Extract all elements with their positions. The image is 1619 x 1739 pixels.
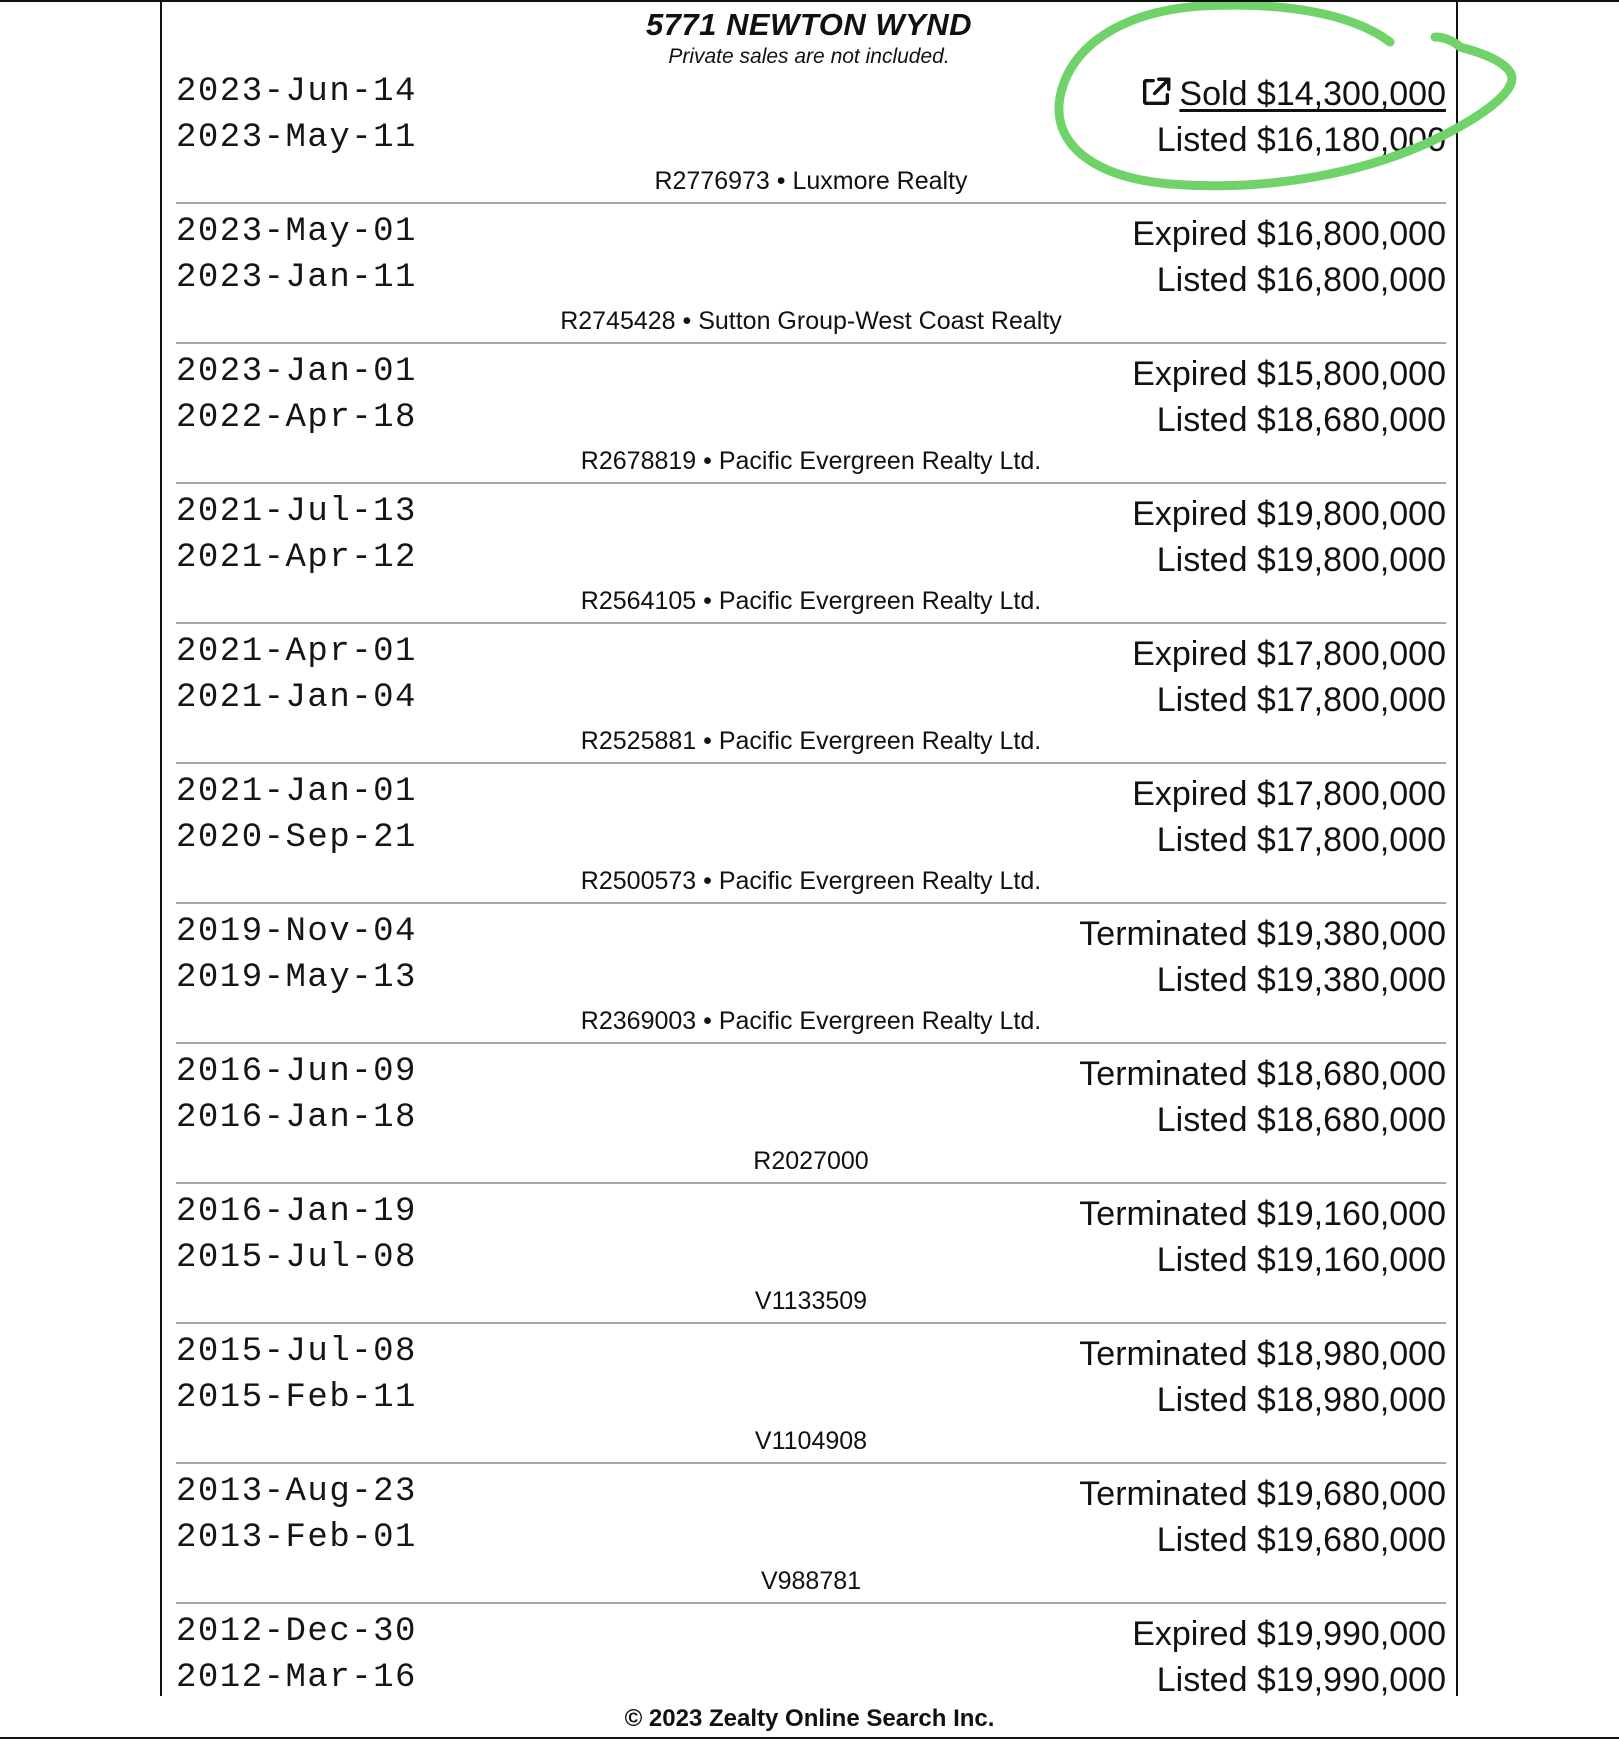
- event-date: 2013-Aug-23: [176, 1473, 417, 1511]
- event-date: 2016-Jun-09: [176, 1053, 417, 1091]
- sales-history-panel: [160, 2, 1458, 1696]
- event-status-price: Expired $17,800,000: [1132, 635, 1446, 673]
- mls-brokerage: R2027000: [753, 1147, 869, 1175]
- event-status-price: Expired $15,800,000: [1132, 355, 1446, 393]
- event-date: 2019-Nov-04: [176, 913, 417, 951]
- entry-divider: [176, 1322, 1446, 1324]
- listed-price: Listed $17,800,000: [1156, 681, 1446, 719]
- listed-price: Listed $19,800,000: [1156, 541, 1446, 579]
- listing-date: 2020-Sep-21: [176, 819, 417, 857]
- event-status-price: Terminated $19,160,000: [1079, 1195, 1446, 1233]
- mls-brokerage: R2500573 • Pacific Evergreen Realty Ltd.: [580, 867, 1042, 895]
- entry-divider: [176, 1462, 1446, 1464]
- history-entry: [176, 912, 1446, 1052]
- mls-brokerage: V1104908: [754, 1427, 868, 1455]
- history-entry: [176, 1472, 1446, 1612]
- listed-price: Listed $18,680,000: [1156, 1101, 1446, 1139]
- event-date: 2023-Jun-14: [176, 73, 417, 111]
- event-date: 2012-Dec-30: [176, 1613, 417, 1651]
- listed-price: Listed $19,160,000: [1156, 1241, 1446, 1279]
- entry-divider: [176, 1042, 1446, 1044]
- entry-divider: [176, 482, 1446, 484]
- history-entry: [176, 352, 1446, 492]
- event-status-price: Terminated $18,680,000: [1079, 1055, 1446, 1093]
- listed-price: Listed $19,680,000: [1156, 1521, 1446, 1559]
- history-entry: [176, 492, 1446, 632]
- entry-divider: [176, 202, 1446, 204]
- event-date: 2023-Jan-01: [176, 353, 417, 391]
- listing-date: 2013-Feb-01: [176, 1519, 417, 1557]
- listed-price: Listed $17,800,000: [1156, 821, 1446, 859]
- listed-price: Listed $18,980,000: [1156, 1381, 1446, 1419]
- page-title: 5771 NEWTON WYND: [645, 7, 973, 42]
- mls-brokerage: R2678819 • Pacific Evergreen Realty Ltd.: [580, 447, 1042, 475]
- event-status-price: Expired $17,800,000: [1132, 775, 1446, 813]
- entry-divider: [176, 762, 1446, 764]
- listing-date: 2016-Jan-18: [176, 1099, 417, 1137]
- mls-brokerage: V1133509: [754, 1287, 868, 1315]
- entry-divider: [176, 622, 1446, 624]
- page-subtitle: Private sales are not included.: [668, 45, 950, 68]
- listed-price: Listed $19,990,000: [1156, 1661, 1446, 1696]
- event-date: 2021-Jan-01: [176, 773, 417, 811]
- listing-date: 2021-Apr-12: [176, 539, 417, 577]
- event-status-price: Expired $19,800,000: [1132, 495, 1446, 533]
- sold-price-text[interactable]: Sold $14,300,000: [1179, 75, 1446, 113]
- event-status-price: Terminated $19,680,000: [1079, 1475, 1446, 1513]
- footer-copyright: © 2023 Zealty Online Search Inc.: [624, 1705, 995, 1732]
- event-date: 2015-Jul-08: [176, 1333, 417, 1371]
- listing-date: 2019-May-13: [176, 959, 417, 997]
- event-date: 2023-May-01: [176, 213, 417, 251]
- history-entry: [176, 212, 1446, 352]
- event-date: 2021-Apr-01: [176, 633, 417, 671]
- listed-price: Listed $18,680,000: [1156, 401, 1446, 439]
- history-entry: [176, 1192, 1446, 1332]
- event-date: 2016-Jan-19: [176, 1193, 417, 1231]
- history-entry: [176, 1052, 1446, 1192]
- external-link-icon[interactable]: [1139, 75, 1173, 109]
- history-entry: [176, 1612, 1446, 1696]
- mls-brokerage: R2776973 • Luxmore Realty: [654, 167, 968, 195]
- entry-divider: [176, 1602, 1446, 1604]
- event-status-price: Expired $16,800,000: [1132, 215, 1446, 253]
- history-entry: [176, 632, 1446, 772]
- listed-price: Listed $19,380,000: [1156, 961, 1446, 999]
- sold-price-link[interactable]: [1139, 74, 1446, 114]
- event-status-price: Expired $19,990,000: [1132, 1615, 1446, 1653]
- history-entry: [176, 1332, 1446, 1472]
- listing-date: 2015-Feb-11: [176, 1379, 417, 1417]
- listed-price: Listed $16,800,000: [1156, 261, 1446, 299]
- listed-price: Listed $16,180,000: [1156, 121, 1446, 159]
- entry-divider: [176, 1182, 1446, 1184]
- mls-brokerage: R2369003 • Pacific Evergreen Realty Ltd.: [580, 1007, 1042, 1035]
- event-status-price: Terminated $18,980,000: [1079, 1335, 1446, 1373]
- event-status-price: Terminated $19,380,000: [1079, 915, 1446, 953]
- listing-date: 2023-Jan-11: [176, 259, 417, 297]
- entry-divider: [176, 902, 1446, 904]
- mls-brokerage: V988781: [760, 1567, 862, 1595]
- mls-brokerage: R2525881 • Pacific Evergreen Realty Ltd.: [580, 727, 1042, 755]
- listing-date: 2021-Jan-04: [176, 679, 417, 717]
- listing-date: 2023-May-11: [176, 119, 417, 157]
- listing-date: 2022-Apr-18: [176, 399, 417, 437]
- listing-date: 2012-Mar-16: [176, 1659, 417, 1696]
- header: [162, 6, 1456, 70]
- history-entry: [176, 72, 1446, 212]
- mls-brokerage: R2564105 • Pacific Evergreen Realty Ltd.: [580, 587, 1042, 615]
- listing-date: 2015-Jul-08: [176, 1239, 417, 1277]
- history-entry: [176, 772, 1446, 912]
- entry-divider: [176, 342, 1446, 344]
- event-date: 2021-Jul-13: [176, 493, 417, 531]
- mls-brokerage: R2745428 • Sutton Group-West Coast Realty: [560, 307, 1062, 335]
